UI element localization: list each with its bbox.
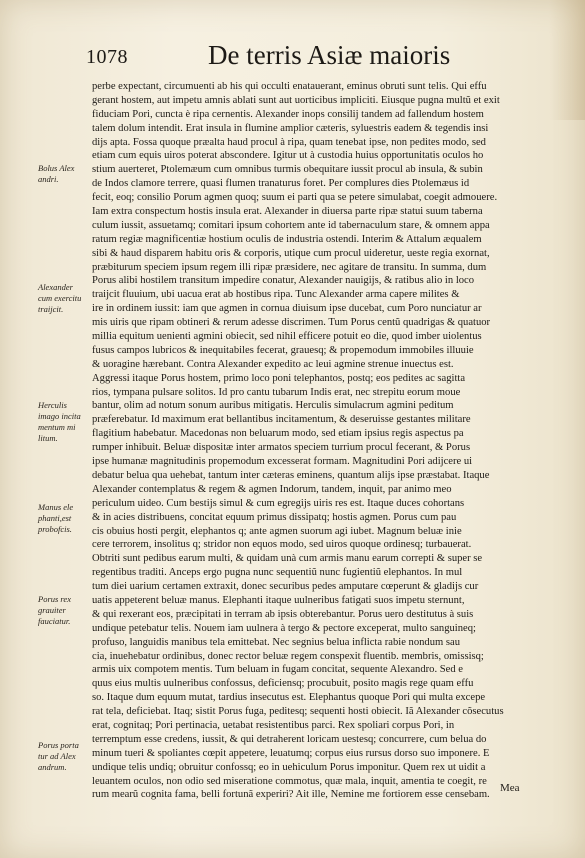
text-line: ipse humanæ magnitudinis propemodum excesserat formam. Magnitudini Pori adijcere ui: [92, 456, 473, 468]
text-line: Alexander contemplatus & regem & agmen Indorum, tandem, inquit, par animo meo: [92, 483, 452, 495]
page-number: 1078: [86, 46, 128, 68]
page-header: [86, 40, 546, 76]
text-line: minum tueri & spoliantes cœpit appetere, leuatumq; corpus eius rursus dorso suo imponere. E: [92, 747, 490, 759]
text-line: cia, inuehebatur ordinibus, donec rector beluæ regem conspexit fluentib. membris, omissisq;: [92, 650, 484, 662]
catchword: Mea: [500, 782, 520, 794]
text-line: gerant hostem, aut impetu amnis ablati sunt aut uorticibus impliciti. Eiusque pugna multũ et exit: [92, 94, 500, 106]
text-line: ire in ordinem iussit: iam que agmen in cornua diuisum ipse ducebat, cum Poro nunciatur ar: [92, 303, 482, 315]
margin-note: Porus rex grauiter fauciatur.: [38, 594, 71, 626]
text-line: Obtriti sunt pedibus earum multi, & quidam unà cum armis manu earum correpti & super se: [92, 553, 483, 565]
text-line: perbe expectant, circumuenti ab his qui occulti enatauerant, eminus obruti sunt telis. Qui effu: [92, 81, 487, 92]
running-title: De terris Asiæ maioris: [208, 40, 451, 70]
text-line: dijs apta. Fossa quoque præalta haud procul à ripa, quam tenebat ipse, non pedites modo, sed: [92, 136, 486, 148]
text-line: rum mearũ cognita fama, belli fortunã experiri? Ait ille, Nemine me fortiorem esse censebam.: [92, 789, 490, 801]
text-line: rat tela, deficiebat. Itaq; sistit Porus fuga, peditesq; sequenti hosti obiecit. Iã Alexander cõsecutus: [92, 706, 504, 718]
text-line: so. Itaque dum equum mutat, tardius insecutus est. Elephantus quoque Pori qui multa excepe: [92, 692, 486, 704]
text-line: leuantem oculos, non odio sed miseratione commotus, quæ mala, inquit, amentia te coegit, re: [92, 775, 487, 787]
text-line: terremptum esse credens, iussit, & qui detraherent loricam uestesq; concurrere, cum belua do: [92, 733, 487, 745]
text-line: mis uiris que ripam obtineri & rerum adesse discrimen. Tum Porus centũ quadrigas & quatuor: [92, 317, 491, 329]
body-text: [92, 80, 532, 802]
text-line: Iam extra conspectum hostis insula erat. Alexander in diuersa parte ripæ statui suum taberna: [92, 206, 483, 218]
text-line: Aggressi itaque Porus hostem, primo loco poni telephantos, postq; eos pedites ac sagitta: [92, 372, 466, 384]
text-line: erat, cognitaq; Pori pertinacia, uetabat resistentibus parci. Rex spoliari corpus Pori, in: [92, 719, 455, 731]
text-line: & qui rexerant eos, præcipitati in terram ab ipsis obterebantur. Porus uero destitutus à suis: [92, 608, 474, 620]
text-line: undique petebatur telis. Nouem iam uulnera à tergo & pectore exceperat, multo sanguineq;: [92, 622, 476, 634]
text-line: & uoragine hærebant. Contra Alexander expedito ac leui agmine strenue inuectus est.: [92, 358, 454, 370]
text-line: ratum regiæ magnificentiæ hostium oculis de industria ostendi. Interim & Attalum æqualem: [92, 233, 482, 245]
text-line: fiduciam Pori, cuncta è ripa cernentis. Alexander inops consilij tandem ad fallendum hostem: [92, 108, 484, 120]
text-line: periculum uideo. Cum bestijs simul & cum egregijs uiris res est. Itaque duces cohortans: [92, 497, 465, 509]
text-line: fusus campos lubricos & inequitabiles fecerat, grauesq; & propemodum immobiles illuuie: [92, 344, 474, 356]
text-line: fecit, eoq; consilio Porum agmen quoq; suum ei parti qua se petere simulabat, coegit admouere.: [92, 192, 498, 204]
text-line: rios, tympana pulsare solitos. Id pro cantu tubarum Indis erat, nec strepitu eorum moue: [92, 386, 461, 398]
text-line: flagitium habebatur. Macedonas non beluarum modo, sed etiam ipsius regis aspectus pa: [92, 428, 464, 440]
text-line: millia equitum uenienti agmini obiecit, sed nihil efficere potuit eo die, quod imber uiolentus: [92, 331, 482, 343]
margin-note: Manus ele phanti,est probofcis.: [38, 502, 74, 534]
text-line: profuso, languidis manibus tela emittebat. Nec segnius belua inflicta rabie nondum sau: [92, 636, 461, 648]
text-line: præferebatur. Id maximum erat bellantibus incitamentum, & deseruisse gestantes militare: [92, 414, 471, 426]
text-line: talem dolum intendit. Erat insula in flumine amplior cæteris, syluestris eadem & tegendis insi: [92, 122, 489, 134]
text-line: quus eius multis uulneribus confossus, deficiensq; procubuit, posito magis rege quam effu: [92, 678, 474, 690]
text-line: regentibus traditi. Anceps ergo pugna nunc sequentiũ nunc fugientiũ elephantos. In mul: [92, 567, 463, 579]
text-line: bantur, olim ad notum sonum auribus mitigatis. Herculis simulacrum agmini peditum: [92, 400, 454, 412]
text-line: uatis appeterent beluæ manus. Elephanti itaque uulneribus fatigati suos impetu sternunt,: [92, 594, 465, 606]
text-line: de Indos clamore terrere, quasi flumen tranaturus foret. Per complures dies Ptolemæus id: [92, 178, 470, 190]
text-line: culum iussit, assuetamq; comitari ipsum cohortem ante id tabernaculum stare, & omnem appa: [92, 219, 490, 231]
margin-note: Herculis imago incita mentum mi litum.: [38, 400, 81, 443]
page-stain: [549, 0, 585, 120]
text-line: rumper inhibuit. Beluæ dispositæ inter armatos speciem turrium procul fecerant, & Porus: [92, 442, 471, 454]
text-line: sibi & haud disparem habitu oris & corporis, utique cum procul uideretur, ueste regia exornat,: [92, 247, 490, 259]
text-line: cis obuius hosti pergit, elephantos q; ante agmen suorum agi iubet. Magnum beluæ inie: [92, 525, 462, 537]
margin-note: Porus porta tur ad Alex andrum.: [38, 740, 79, 772]
text-line: præbiturum speciem ipsum regem illi ripæ præsidere, nec agitare de transitu. In summa, dum: [92, 261, 487, 273]
margin-note: Alexander cum exercitu traijcit.: [38, 282, 82, 314]
text-line: undique telis undiq; obruitur confossq; eo in uehiculum Porus imponitur. Quem rex ut uidit a: [92, 761, 486, 773]
text-line: stium auerteret, Ptolemæum cum omnibus turmis obequitare iussit procul ab insula, & subin: [92, 164, 483, 176]
text-line: tum diei uarium certamen extraxit, donec securibus pedes amputare cœperunt & gladijs cur: [92, 581, 479, 593]
text-line: debatur belua qua uehebat, tantum inter cæteras eminens, quantum alijs ipse præstabat. Itaque: [92, 469, 490, 481]
margin-note: Bolus Alex andri.: [38, 163, 75, 184]
text-line: Porus alibi hostilem transitum impedire conatur, Alexander nauigijs, & ratibus alio in loco: [92, 275, 475, 287]
text-line: traijcit fluuium, ubi uacua erat ab hostibus ripa. Tunc Alexander arma capere milites &: [92, 289, 460, 301]
text-line: & in acies distribuens, concitat equum primus dissipatq; hostis agmen. Porus cum pau: [92, 511, 457, 523]
text-line: armis uix compotem mentis. Tum beluam in fugam concitat, sequente Alexandro. Sed e: [92, 664, 464, 676]
text-line: etiam cum equis uiros poterat abscondere. Igitur ut à custodia huius opportunitatis oculos ho: [92, 150, 484, 162]
text-line: cere terrorem, insolitus q; stridor non equos modo, sed uiros quoque ordinesq; turbauerat.: [92, 539, 472, 551]
